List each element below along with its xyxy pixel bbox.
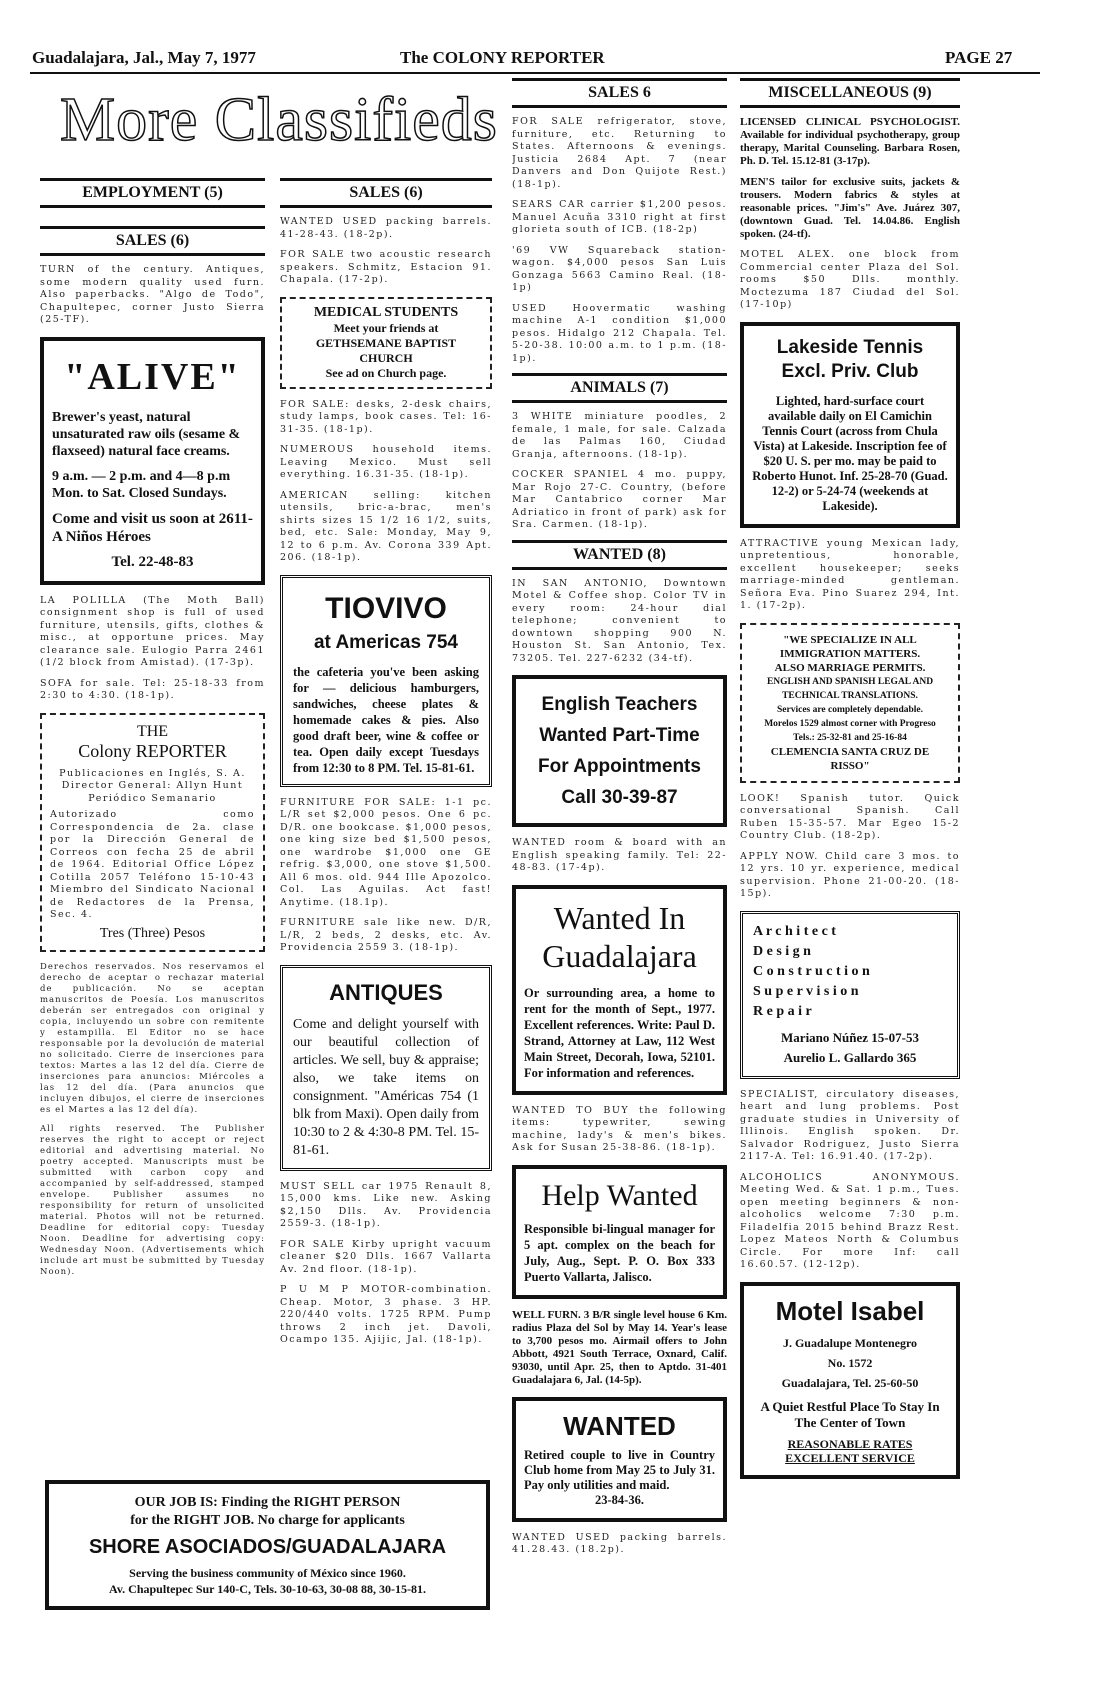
ad-wanted-in-guadalajara (512, 885, 727, 1095)
column-1 (40, 172, 265, 1477)
sales-heading: SALES (6) (40, 226, 265, 256)
immig-line6: Tels.: 25-32-81 and 25-16-84 (793, 732, 907, 743)
shore-line4: Serving the business community of México since 1960. (129, 1566, 406, 1580)
isabel-line4: A Quiet Restful Place To Stay In The Center of Town (760, 1398, 940, 1430)
ad-hoover: USED Hoovermatic washing machine A-1 condition $1,000 pesos. Hidalgo 212 Chapala. Tel. 5-20-38. 10:00 a.m. to 1 p.m. (18-1p). (512, 302, 727, 364)
colony-reporter-masthead (40, 713, 265, 952)
miscellaneous-heading: MISCELLANEOUS (9) (740, 78, 960, 108)
ad-cocker-spaniel: COCKER SPANIEL 4 mo. puppy, Mar Rojo 27-C. Country, (before Mar Cantabrico corner Mar Adriatico in front of park) ask for Sra. Carmen. (18-1p). (512, 469, 727, 530)
ad-tiovivo (280, 575, 492, 787)
alive-title: "ALIVE" (64, 355, 241, 398)
immig-line1: "WE SPECIALIZE IN ALL IMMIGRATION MATTERS. (779, 633, 921, 660)
tennis-title-1: Lakeside Tennis (776, 336, 924, 358)
ad-specialist: SPECIALIST, circulatory diseases, heart and lung problems. Post graduate studies in University of Illinois. English spoken. Dr. Salvador Rodriguez, Justo Sierra 2117-A. Tel: 16.91.40. (17-2p). (740, 1088, 960, 1162)
sales-heading-3: SALES 6 (512, 78, 727, 108)
masthead-name: Colony REPORTER (78, 740, 227, 761)
alive-hours: 9 a.m. — 2 p.m. and 4—8 p.m Mon. to Sat. Closed Sundays. (52, 468, 231, 501)
masthead-publisher: Publicaciones en Inglés, S. A. Director General: Allyn Hunt Periódico Semanario (59, 767, 246, 804)
ad-speakers: FOR SALE two acoustic research speakers. Schmitz, Estacion 91. Chapala. (17-2p). (280, 249, 492, 285)
wanted-heading: WANTED (8) (512, 540, 727, 570)
shore-line5: Av. Chapultepec Sur 140-C, Tels. 30-10-63, 30-08 88, 30-15-81. (109, 1582, 426, 1596)
ad-spanish-tutor: LOOK! Spanish tutor. Quick conversational Spanish. Call Ruben 15-35-57. Mar Egeo 15-2 Country Club. (18-2p). (740, 792, 960, 841)
ad-motel-isabel (740, 1282, 960, 1479)
alive-tel: Tel. 22-48-83 (111, 553, 194, 570)
rights-spanish: Derechos reservados. Nos reservamos el derecho de aceptar o rechazar material de publicación. No se aceptan manuscritos de Poesía. Los manuscritos deberán ser entregados con original y copia, incluyendo un sobre con remitente y estampilla. El Editor no se hace responsable por la devolución de material no solicitado. Cierre de inserciones para textos: Martes a las 12 del día. Cierre de inserciones para anuncios: Miércoles a las 12 del día. (Para anuncios que incluyen dibujos, el cierre de inserciones es el Martes a las 12 del día). (40, 961, 265, 1115)
ad-sofa: SOFA for sale. Tel: 25-18-33 from 2:30 to 4:30. (18-1p). (40, 677, 265, 701)
ad-american: AMERICAN selling: kitchen utensils, bric-a-brac, men's shirts sizes 15 1/2 16 1/2, suits, bed, etc. Sale: Monday, May 9, 12 to 6 p.m. Av. Corona 339 Apt. 206. (18-1p). (280, 489, 492, 563)
ad-refrigerator: FOR SALE refrigerator, stove, furniture, etc. Returning to States. Afternoons & evenings. Justicia 2684 Apt. 7 (near Danvers and Don Quijote Rest.) (18-1p). (512, 116, 727, 190)
tennis-title-2: Excl. Priv. Club (781, 360, 919, 382)
ad-alive (40, 337, 265, 585)
isabel-line1: J. Guadalupe Montenegro (782, 1335, 918, 1350)
architect-name1: Mariano Núñez 15-07-53 (781, 1029, 919, 1045)
page-title: More Classifieds (60, 86, 498, 154)
tiovivo-body: the cafeteria you've been asking for — delicious hamburgers, sandwiches, cheese plates & homemade cakes & pies. Also good draft beer, wine & coffee or tea. Open daily except Tuesdays from 12:30 to 8 PM. Tel. 15-81-61. (293, 664, 479, 775)
ad-turn-of-century: TURN of the century. Antiques, some modern quality used furn. Also paperbacks. "Algo de Todo", Chapultepec, corner Justo Sierra (25-TF). (40, 264, 265, 325)
wanted-couple-tel: 23-84-36. (595, 1492, 644, 1507)
ad-well-furnished: WELL FURN. 3 B/R single level house 6 Km. radius Plaza del Sol by May 14. Year's lease to 3,700 pesos mo. Airmail offers to John Abbott, 4921 South Terrace, Oxnard, Calif. 93030, until Apr. 25, then to Aptdo. 31-401 Guadalajara 6, Jal. (14-5p). (512, 1308, 727, 1386)
ad-wanted-couple (512, 1397, 727, 1522)
ad-san-antonio: IN SAN ANTONIO, Downtown Motel & Coffee shop. Color TV in every room: 24-hour dial telephone; convenient to downtown shopping 900 N. Houston St. San Antonio, Tex. 73205. Tel. 227-6232 (34-tf). (512, 577, 727, 664)
antiques-body: Come and delight yourself with our beautiful collection of articles. We sell, buy & appraise; also, we take items on consignment. "Américas 754 (1 blk from Maxi). Open daily from 10:30 to 2 & 4:30-8 PM. Tel. 15-81-61. (293, 1016, 479, 1158)
immig-line5: Morelos 1529 almost corner with Progreso (764, 718, 936, 729)
ad-furniture-2: FURNITURE sale like new. D/R, L/R, 2 beds, 2 desks, etc. Av. Providencia 2559 3. (18-1p). (280, 917, 492, 953)
help-title: Help Wanted (541, 1178, 698, 1212)
ad-child-care: APPLY NOW. Child care 3 mos. to 12 yrs. 10 yr. experience, medical supervision. Phone 21-00-20. (18-15p). (740, 850, 960, 899)
ad-poodles: 3 WHITE miniature poodles, 2 female, 1 male, for sale. Calzada de las Palmas 160, Ciudad Granja, afternoons. (18-1p). (512, 411, 727, 460)
wanted-couple-title: WANTED (563, 1410, 676, 1441)
isabel-line5: REASONABLE RATES EXCELLENT SERVICE (785, 1436, 915, 1465)
architect-line1: A r c h i t e c t (753, 923, 836, 939)
sales-heading-2: SALES (6) (280, 178, 492, 208)
masthead-price: Tres (Three) Pesos (99, 925, 206, 941)
ad-furniture-1: FURNITURE FOR SALE: 1-1 pc. L/R set $2,000 pesos. One 6 pc. D/R. one bookcase. $1,000 pesos, one king size bed $1,500 pesos, one wardrobe $1,000 one GE refrig. $3,000, one stove $1,500. All 6 mos. old. 944 Ille Apozolco. Col. Las Aguilas. Act fast! Anytime. (18.1p). (280, 796, 492, 908)
architect-line4: S u p e r v i s i o n (753, 983, 859, 999)
ad-desks: FOR SALE: desks, 2-desk chairs, study lamps, book cases. Tel: 16-31-35. (18-1p). (280, 398, 492, 435)
ad-antiques (280, 965, 492, 1171)
ad-vw-wagon: '69 VW Squareback station-wagon. $4,000 pesos San Luis Gonzaga 5663 Camino Real. (18-1p) (512, 244, 727, 293)
shore-line2: for the RIGHT JOB. No charge for applicants (130, 1513, 405, 1528)
gdl-title-1: Wanted In (553, 899, 686, 936)
tennis-body: Lighted, hard-surface court available daily on El Camichin Tennis Court (across from Chula Vista) at Lakeside. Inscription fee of $20 U. S. per mo. may be paid to Roberto Hunot. Inf. 25-28-70 (Guad. 12-2) or 5-24-74 (weekends at Lakeside). (752, 393, 948, 513)
architect-line2: D e s i g n (753, 943, 811, 959)
employment-heading: EMPLOYMENT (5) (40, 178, 265, 208)
medical-line3: See ad on Church page. (325, 365, 447, 380)
alive-address: Come and visit us soon at 2611-A Niños Héroes (52, 510, 253, 545)
animals-heading: ANIMALS (7) (512, 373, 727, 403)
isabel-line2: No. 1572 (827, 1355, 873, 1370)
tiovivo-subtitle: at Americas 754 (313, 631, 458, 653)
ad-psychologist: LICENSED CLINICAL PSYCHOLOGIST. Available for individual psychotherapy, group therapy, Marital Counseling. Barbara Rosen, Ph. D. Tel. 15.12-81 (3-17p). (740, 116, 960, 167)
ad-shore-asociados (45, 1480, 490, 1610)
header-page-number: PAGE 27 (945, 48, 1013, 67)
column-3 (512, 78, 727, 1693)
ad-motel-alex: MOTEL ALEX. one block from Commercial center Plaza del Sol. rooms $50 Dlls. monthly. Moctezuma 187 Ciudad del Sol. (17-10p) (740, 249, 960, 310)
teachers-line4: Call 30-39-87 (561, 787, 678, 808)
architect-name2: Aurelio L. Gallardo 365 (783, 1049, 917, 1065)
ad-lakeside-tennis (740, 322, 960, 528)
masthead-the: THE (136, 722, 169, 740)
teachers-line1: English Teachers (541, 694, 698, 715)
masthead-authorization: Autorizado como Correspondencia de 2a. clase por la Dirección General de Correos con fecha 25 de abril de 1964. Editorial Office López Cotilla 2057 Teléfono 15-10-43 Miembro del Sindicato Nacional de Redactores de la Prensa, Sec. 4. (50, 809, 255, 920)
rights-english: All rights reserved. The Publisher reserves the right to accept or reject editorial and advertising material. No poetry accepted. Manuscripts must be submitted with carbon copy and accompanied by self-addressed, stamped envelope. Publisher assumes no responsibility for return of unsolicited material. Photos will not be returned. Deadline for editorial copy: Tuesday Noon. Deadline for advertising copy: Wednesday Noon. (Advertisements which include art must be submitted by Tuesday Noon). (40, 1123, 265, 1277)
ad-renault: MUST SELL car 1975 Renault 8, 15,000 kms. Like new. Asking $2,150 Dlls. Av. Providencia 2559-3. (18-1p). (280, 1180, 492, 1229)
teachers-line3: For Appointments (538, 756, 701, 777)
shore-line3: SHORE ASOCIADOS/GUADALAJARA (88, 1536, 447, 1558)
alive-body: Brewer's yeast, natural unsaturated raw oils (sesame & flaxseed) natural face creams. (52, 409, 241, 459)
immig-line2: ALSO MARRIAGE PERMITS. (774, 661, 926, 674)
isabel-line3: Guadalajara, Tel. 25-60-50 (781, 1375, 919, 1390)
header-paper-name: The COLONY REPORTER (400, 48, 605, 67)
tiovivo-title: TIOVIVO (325, 591, 447, 625)
help-body: Responsible bi-lingual manager for 5 apt. complex on the beach for July, Aug., Sept. P. O. Box 333 Puerto Vallarta, Jalisco. (524, 1221, 715, 1284)
ad-wanted-to-buy: WANTED TO BUY the following items: typewriter, sewing machine, lady's & men's bikes. Ask for Susan 25-38-86. (18-1p). (512, 1104, 727, 1153)
teachers-line2: Wanted Part-Time (539, 725, 700, 746)
ad-alcoholics-anonymous: ALCOHOLICS ANONYMOUS. Meeting Wed. & Sat. 1 p.m., Tues. open meeting beginners & non-alcoholics welcome 7:30 p.m. Filadelfia 2015 behind Brazz Rest. Lopez Mateos North & Columbus Circle. For more Inf: call 16.60.57. (12-12p). (740, 1171, 960, 1270)
ad-wanted-barrels-2: WANTED USED packing barrels. 41.28.43. (18.2p). (512, 1531, 727, 1555)
ad-room-board: WANTED room & board with an English speaking family. Tel: 22-48-83. (17-4p). (512, 837, 727, 873)
ad-medical-students (280, 297, 492, 389)
header-date: Guadalajara, Jal., May 7, 1977 (32, 48, 256, 67)
ad-help-wanted (512, 1165, 727, 1299)
column-4 (740, 78, 960, 1598)
ad-kirby: FOR SALE Kirby upright vacuum cleaner $20 Dlls. 1667 Vallarta Av. 2nd floor. (18-1p). (280, 1238, 492, 1275)
immig-line7: CLEMENCIA SANTA CRUZ DE RISSO" (770, 745, 930, 772)
header-rule (30, 72, 1040, 74)
ad-architect (740, 911, 960, 1079)
ad-wanted-barrels: WANTED USED packing barrels. 41-28-43. (18-2p). (280, 216, 492, 240)
ad-sears-carrier: SEARS CAR carrier $1,200 pesos. Manuel Acuña 3310 right at first glorieta south of ICB. (18-2p) (512, 199, 727, 235)
column-2 (280, 172, 492, 1477)
ad-immigration (740, 623, 960, 783)
gdl-body: Or surrounding area, a home to rent for the month of Sept., 1977. Excellent references. Write: Paul D. Strand, Attorney at Law, 112 West Main Street, Decorah, Iowa, 52101. For information and references. (524, 985, 715, 1080)
ad-tailor: MEN'S tailor for exclusive suits, jackets & trousers. Modern fabrics & styles at reasonable prices. "Jim's" Ave. Juárez 307, (downtown Guad. Tel. 14.04.86. English spoken. (24-tf). (740, 176, 960, 240)
ad-attractive-lady: ATTRACTIVE young Mexican lady, unpretentious, honorable, excellent housekeeper; seeks marriage-minded gentleman. Señora Eva. Pino Suarez 294, Int. 1. (17-2p). (740, 537, 960, 611)
medical-line2: GETHSEMANE BAPTIST CHURCH (315, 335, 457, 365)
medical-line1: Meet your friends at (333, 320, 439, 335)
antiques-title: ANTIQUES (329, 979, 443, 1005)
gdl-title-2: Guadalajara (542, 937, 697, 974)
immig-line4: Services are completely dependable. (777, 704, 923, 715)
architect-line5: R e p a i r (753, 1003, 812, 1019)
ad-pump-motor: P U M P MOTOR-combination. Cheap. Motor, 3 phase. 3 HP. 220/440 volts. 1725 RPM. Pump throws 2 inch jet. Davoli, Ocampo 135. Ajijic, Jal. (18-1p). (280, 1284, 492, 1345)
immig-line3: ENGLISH AND SPANISH LEGAL AND TECHNICAL TRANSLATIONS. (766, 676, 934, 701)
isabel-title: Motel Isabel (775, 1295, 925, 1326)
architect-line3: C o n s t r u c t i o n (753, 963, 870, 979)
shore-line1: OUR JOB IS: Finding the RIGHT PERSON (134, 1495, 401, 1510)
ad-la-polilla: LA POLILLA (The Moth Ball) consignment shop is full of used furniture, utensils, gifts, clothes & misc., at opportune prices. May clearance sale. Eulogio Parra 2461 (1/2 block from Amistad). (17-3p). (40, 594, 265, 668)
ad-english-teachers (512, 675, 727, 827)
ad-numerous: NUMEROUS household items. Leaving Mexico. Must sell everything. 16.31-35. (18-1p). (280, 444, 492, 480)
medical-title: MEDICAL STUDENTS (313, 304, 459, 320)
wanted-couple-body: Retired couple to live in Country Club home from May 25 to July 31. Pay only utilities and maid. (524, 1447, 715, 1492)
